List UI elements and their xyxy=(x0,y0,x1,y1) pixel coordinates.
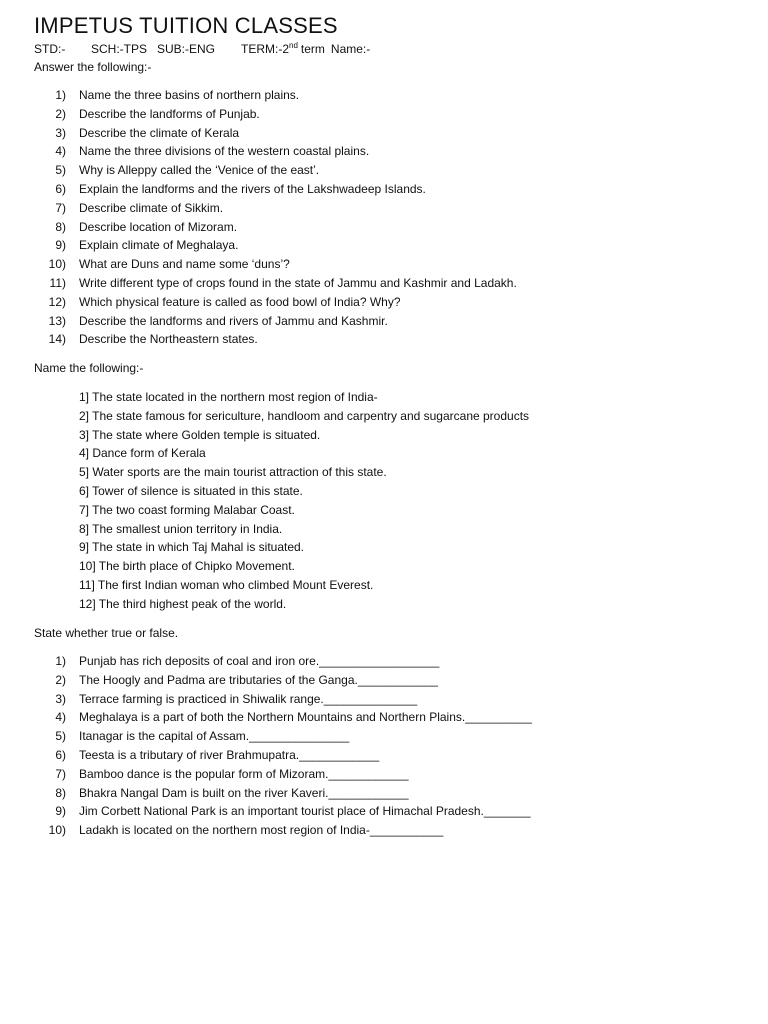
item-number: 1) xyxy=(55,654,66,668)
list-item: 12] The third highest peak of the world. xyxy=(79,596,287,611)
item-text: Bhakra Nangal Dam is built on the river Kaveri.____________ xyxy=(79,785,409,800)
section-heading-name: Name the following:- xyxy=(34,361,144,375)
item-number: 14) xyxy=(48,332,66,347)
item-text: Write different type of crops found in the state of Jammu and Kashmir and Ladakh. xyxy=(79,275,517,290)
item-text: Which physical feature is called as food bowl of India? Why? xyxy=(79,294,401,309)
item-number: 5) xyxy=(55,163,66,178)
list-item: 2] The state famous for sericulture, handloom and carpentry and sugarcane products xyxy=(79,408,530,423)
list-item: 6] Tower of silence is situated in this state. xyxy=(79,483,303,498)
item-text: The Hoogly and Padma are tributaries of the Ganga.____________ xyxy=(79,672,438,687)
item-text: Teesta is a tributary of river Brahmupatra.____________ xyxy=(79,747,380,762)
name-field: Name:- xyxy=(330,42,371,56)
std-field: STD:- xyxy=(34,42,66,56)
list-item: 7] The two coast forming Malabar Coast. xyxy=(79,502,295,517)
list-item: 9] The state in which Taj Mahal is situated. xyxy=(79,540,305,555)
item-text: Meghalaya is a part of both the Northern Mountains and Northern Plains.__________ xyxy=(79,710,532,725)
item-number: 7) xyxy=(55,766,66,781)
term-word: term xyxy=(300,42,325,56)
subject-field: SUB:-ENG xyxy=(157,42,216,56)
item-number: 4) xyxy=(55,144,66,159)
name-the-following-list xyxy=(79,388,529,614)
item-number: 2) xyxy=(55,672,66,687)
term-prefix: TERM:-2 xyxy=(241,42,289,56)
item-text: Describe climate of Sikkim. xyxy=(79,200,224,215)
item-text: Describe the Northeastern states. xyxy=(79,332,258,347)
item-number: 3) xyxy=(55,125,66,140)
item-number: 10) xyxy=(48,823,66,838)
list-item: 4] Dance form of Kerala xyxy=(79,446,206,461)
item-number: 8) xyxy=(55,219,66,234)
item-number: 13) xyxy=(48,313,66,328)
item-text: Name the three basins of northern plains. xyxy=(79,88,300,102)
item-text: Describe the climate of Kerala xyxy=(79,125,240,140)
item-text: Why is Alleppy called the ‘Venice of the east’. xyxy=(79,163,320,178)
list-item: 3] The state where Golden temple is situated. xyxy=(79,427,321,442)
item-text: Jim Corbett National Park is an important tourist place of Himachal Pradesh._______ xyxy=(79,804,531,819)
list-item: 5] Water sports are the main tourist attraction of this state. xyxy=(79,465,387,480)
school-field: SCH:-TPS xyxy=(91,42,148,56)
item-number: 2) xyxy=(55,106,66,121)
item-number: 6) xyxy=(55,747,66,762)
item-number: 12) xyxy=(48,294,66,309)
item-number: 8) xyxy=(55,785,66,800)
header-meta-line xyxy=(34,41,370,57)
page-title: IMPETUS TUITION CLASSES xyxy=(34,13,338,38)
item-text: Explain climate of Meghalaya. xyxy=(79,238,239,253)
item-text: Name the three divisions of the western coastal plains. xyxy=(79,144,370,159)
item-number: 10) xyxy=(48,257,66,272)
item-text: Itanagar is the capital of Assam._______________ xyxy=(79,729,350,744)
item-number: 9) xyxy=(55,238,66,253)
item-number: 11) xyxy=(49,275,66,290)
item-number: 1) xyxy=(55,88,66,102)
list-item: 11] The first Indian woman who climbed Mount Everest. xyxy=(79,577,374,592)
item-text: What are Duns and name some ‘duns’? xyxy=(79,257,290,272)
section-heading-answer: Answer the following:- xyxy=(34,60,152,74)
item-text: Punjab has rich deposits of coal and iron ore.__________________ xyxy=(79,654,440,668)
item-number: 9) xyxy=(55,804,66,819)
item-text: Describe location of Mizoram. xyxy=(79,219,238,234)
item-number: 6) xyxy=(55,181,66,196)
item-text: Ladakh is located on the northern most region of India-___________ xyxy=(79,823,444,838)
item-text: Bamboo dance is the popular form of Mizoram.____________ xyxy=(79,766,409,781)
item-number: 4) xyxy=(55,710,66,725)
list-item: 10] The birth place of Chipko Movement. xyxy=(79,559,295,574)
term-superscript: nd xyxy=(289,41,298,50)
item-number: 3) xyxy=(55,691,66,706)
item-number: 5) xyxy=(55,729,66,744)
item-text: Describe the landforms of Punjab. xyxy=(79,106,260,121)
list-item: 1] The state located in the northern most region of India- xyxy=(79,390,378,404)
item-text: Terrace farming is practiced in Shiwalik range.______________ xyxy=(79,691,418,706)
item-text: Describe the landforms and rivers of Jammu and Kashmir. xyxy=(79,313,388,328)
section-heading-true-false: State whether true or false. xyxy=(34,626,179,640)
list-item: 8] The smallest union territory in India. xyxy=(79,521,283,536)
item-number: 7) xyxy=(55,200,66,215)
term-field xyxy=(241,41,325,57)
item-text: Explain the landforms and the rivers of the Lakshwadeep Islands. xyxy=(79,181,426,196)
